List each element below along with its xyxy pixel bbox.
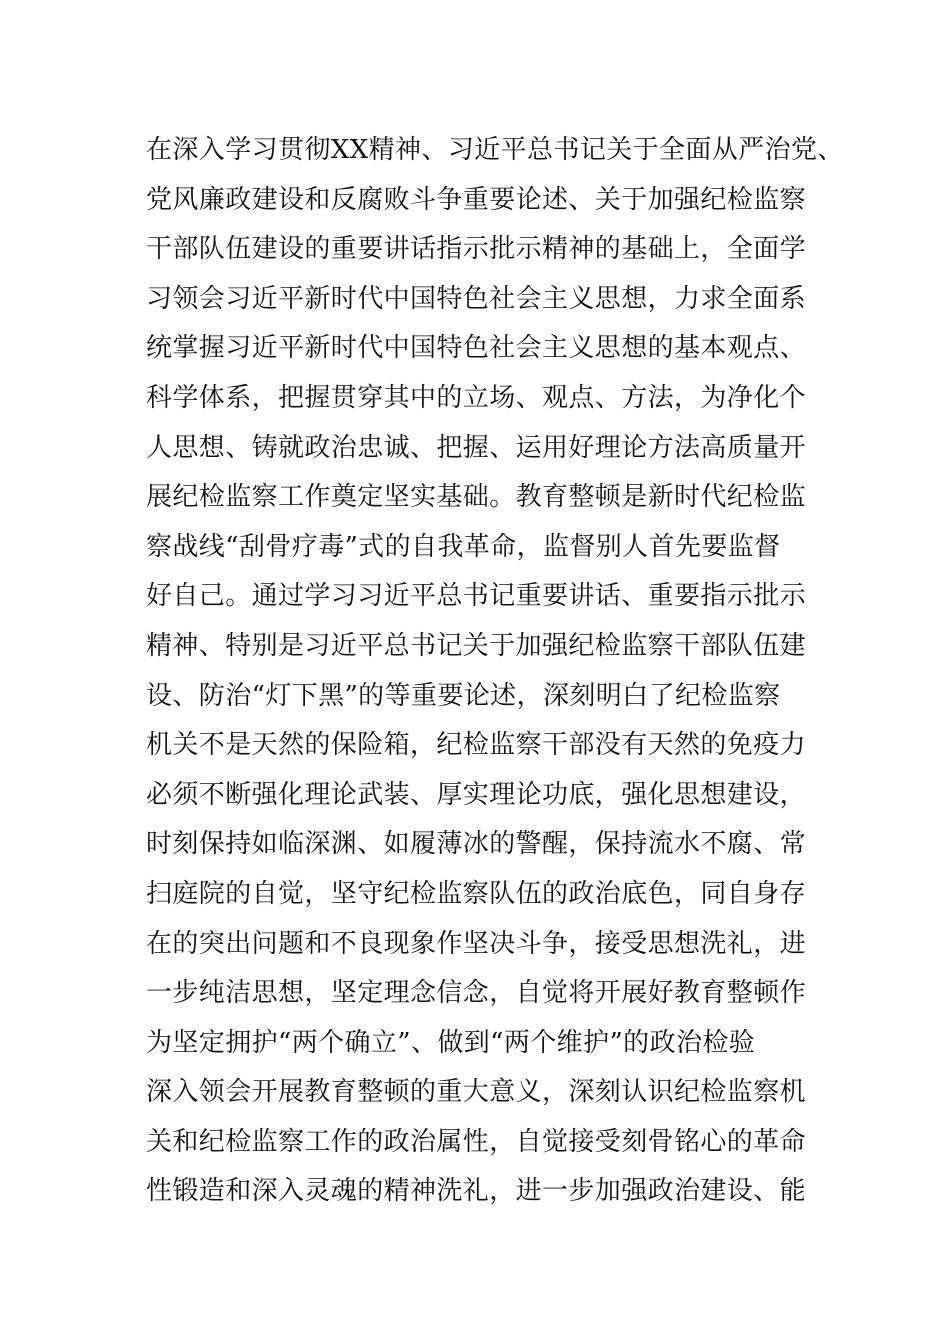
text-line: 一步纯洁思想，坚定理念信念，自觉将开展好教育整顿作: [146, 978, 807, 1009]
text-line: 时刻保持如临深渊、如履薄冰的警醒，保持流水不腐、常: [146, 829, 807, 860]
text-line: 展纪检监察工作奠定坚实基础。教育整顿是新时代纪检监: [146, 482, 807, 513]
text-line: 性锻造和深入灵魂的精神洗礼，进一步加强政治建设、能: [146, 1176, 807, 1207]
text-line: 深入领会开展教育整顿的重大意义，深刻认识纪检监察机: [146, 1077, 807, 1108]
text-line: 扫庭院的自觉，坚守纪检监察队伍的政治底色，同自身存: [146, 878, 807, 909]
text-line: 关和纪检监察工作的政治属性，自觉接受刻骨铭心的革命: [146, 1126, 807, 1157]
text-line: 在深入学习贯彻XX精神、习近平总书记关于全面从严治党、: [146, 135, 844, 165]
text-line: 机关不是天然的保险箱，纪检监察干部没有天然的免疫力: [146, 730, 807, 761]
text-line: 为坚定拥护“两个确立”、做到“两个维护”的政治检验: [146, 1027, 756, 1058]
text-line: 设、防治“灯下黑”的等重要论述，深刻明白了纪检监察: [146, 680, 781, 711]
text-line: 精神、特别是习近平总书记关于加强纪检监察干部队伍建: [146, 630, 807, 661]
text-line: 察战线“刮骨疗毒”式的自我革命，监督别人首先要监督: [146, 531, 781, 562]
text-line: 干部队伍建设的重要讲话指示批示精神的基础上，全面学: [146, 234, 807, 265]
text-line: 好自己。通过学习习近平总书记重要讲话、重要指示批示: [146, 581, 807, 612]
body-text: [146, 126, 844, 1217]
text-line: 在的突出问题和不良现象作坚决斗争，接受思想洗礼，进: [146, 928, 807, 959]
text-line: 习领会习近平新时代中国特色社会主义思想，力求全面系: [146, 283, 807, 314]
text-line: 必须不断强化理论武装、厚实理论功底，强化思想建设，: [146, 779, 807, 810]
text-line: 人思想、铸就政治忠诚、把握、运用好理论方法高质量开: [146, 432, 807, 463]
text-line: 党风廉政建设和反腐败斗争重要论述、关于加强纪检监察: [146, 184, 807, 215]
text-line: 科学体系，把握贯穿其中的立场、观点、方法，为净化个: [146, 382, 807, 413]
text-line: 统掌握习近平新时代中国特色社会主义思想的基本观点、: [146, 333, 807, 364]
